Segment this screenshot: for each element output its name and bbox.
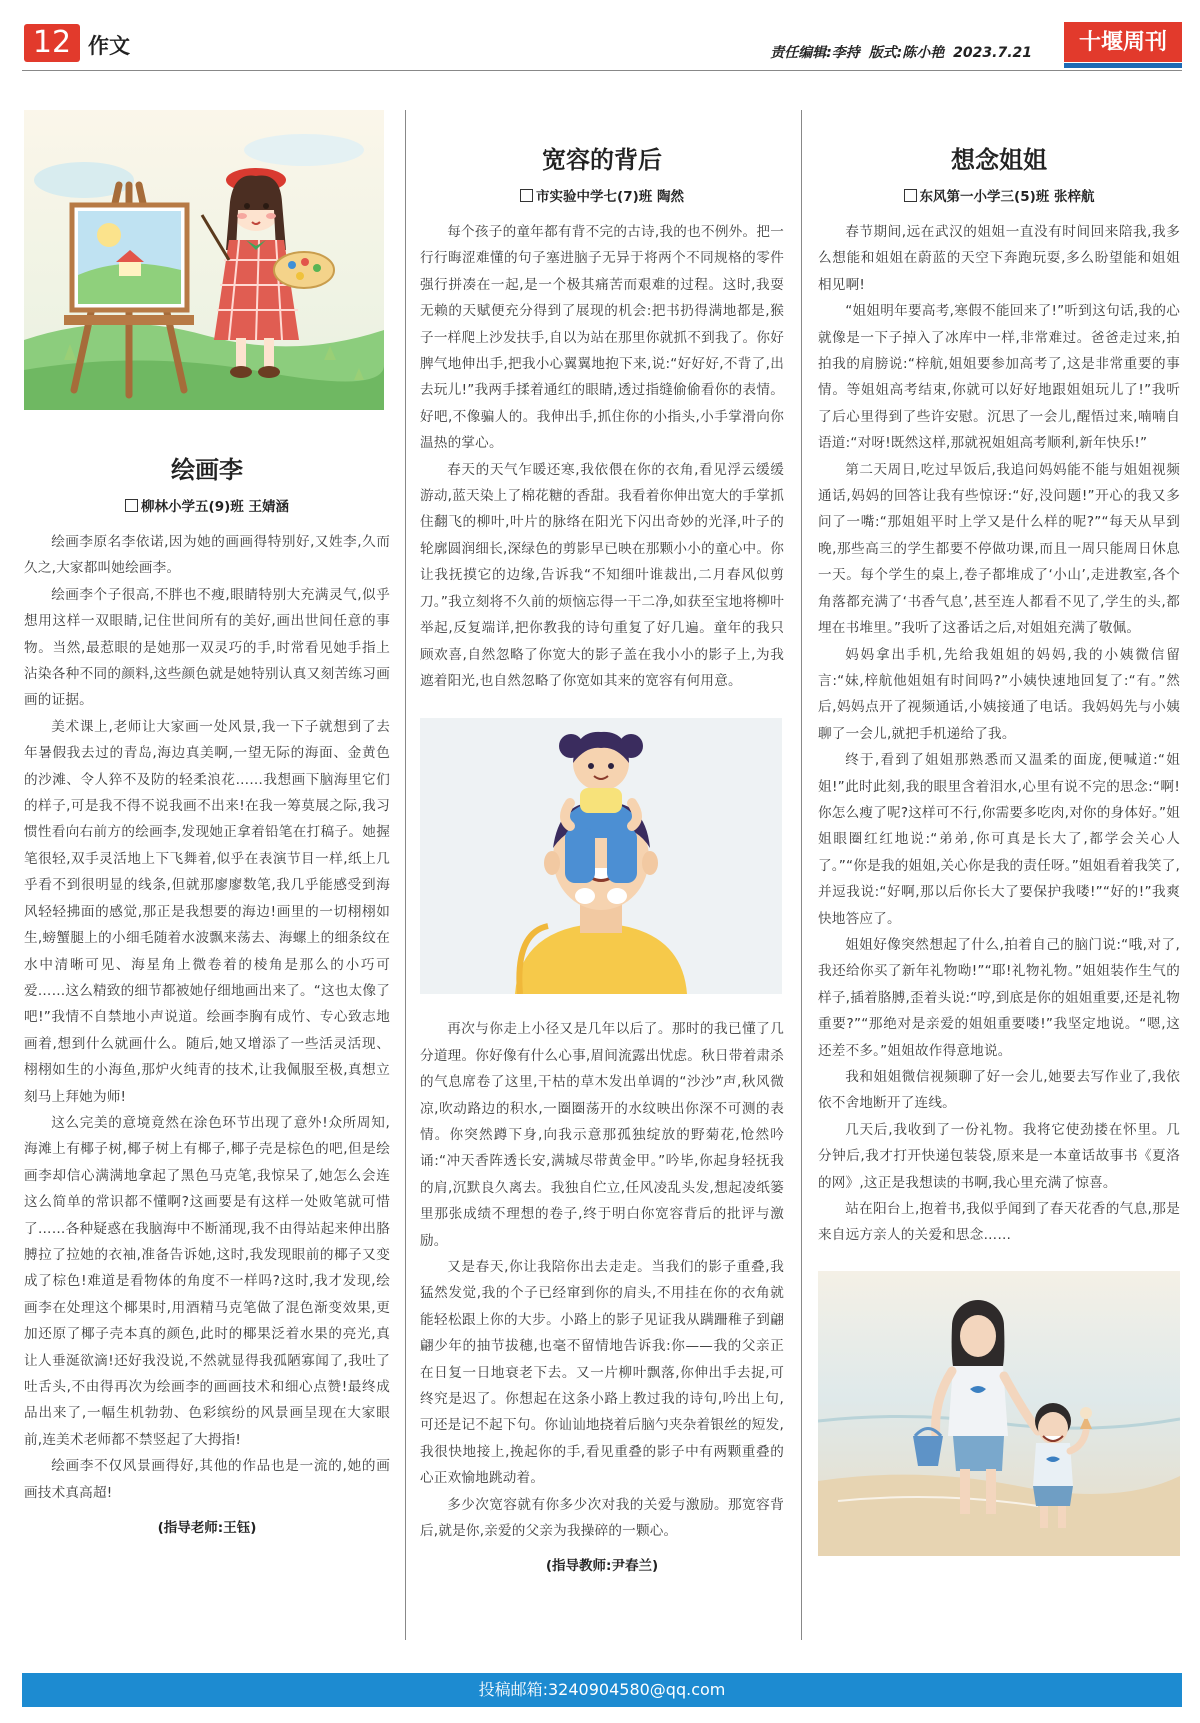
article-paragraph: 姐姐好像突然想起了什么,拍着自己的脑门说:“哦,对了,我还给你买了新年礼物呦!”“耶!礼物礼物。”姐姐装作生气的样子,插着胳膊,歪着头说:“哼,到底是你的姐姐重要,还是礼物重要?”“那绝对是亲爱的姐姐重要喽!”我坚定地说。“嗯,这还差不多。”姐姐故作得意地说。 xyxy=(818,936,1180,1059)
article-paragraph: 又是春天,你让我陪你出去走走。当我们的影子重叠,我猛然发觉,我的个子已经窜到你的肩头,不用挂在你的衣角就能轻松跟上你的大步。小路上的影子见证我从蹒跚稚子到翩翩少年的抽节拔穗,也毫不留情地告诉我:你——我的父亲正在日复一日地衰老下去。又一片柳叶飘落,你伸出手去捉,可终究是迟了。你想起在这条小路上教过我的诗句,吟出上句,可还是记不起下句。你讪讪地挠着后脑勺夹杂着银丝的短发,我很快地接上,挽起你的手,看见重叠的影子中有两颗重叠的心正欢愉地跳动着。 xyxy=(420,1258,784,1487)
article-paragraph: 再次与你走上小径又是几年以后了。那时的我已懂了几分道理。你好像有什么心事,眉间流露出忧虑。秋日带着肃杀的气息席卷了这里,干枯的草木发出单调的“沙沙”声,秋风微凉,吹动路边的积水,一圈圈荡开的水纹映出你深不可测的表情。你突然蹲下身,向我示意那孤独绽放的野菊花,怆然吟诵:“冲天香阵透长安,满城尽带黄金甲。”吟毕,你起身轻抚我的肩,沉默良久离去。我独自伫立,任风凌乱头发,想起凌纸篓里那张成绩不理想的卷子,终于明白你宽容背后的批评与激励。 xyxy=(420,1021,784,1249)
article-missing-sister xyxy=(818,110,1180,1556)
article-paragraph: 第二天周日,吃过早饭后,我追问妈妈能不能与姐姐视频通话,妈妈的回答让我有些惊讶:“好,没问题!”开心的我又多问了一嘴:“那姐姐平时上学又是什么样的呢?”“每天从早到晚,那些高三的学生都要不停做功课,而且一周只能周日休息一天。每个学生的桌上,卷子都堆成了‘小山’,走进教室,各个角落都充满了‘书香气息’,甚至连人都看不见了,学生的头,都埋在书堆里。”我听了这番话之后,对姐姐充满了敬佩。 xyxy=(818,461,1180,637)
article-paragraph: 绘画李原名李依诺,因为她的画画得特别好,又姓李,久而久之,大家都叫她绘画李。 xyxy=(24,534,390,577)
article-paragraph: 妈妈拿出手机,先给我姐姐的妈妈,我的小姨微信留言:“妹,梓航他姐姐有时间吗?”小姨快速地回复了:“有。”然后,妈妈点开了视频通话,小姨接通了电话。我妈妈先与小姨聊了一会儿,就把手机递给了我。 xyxy=(818,646,1180,742)
article-paragraph: 春天的天气乍暖还寒,我依偎在你的衣角,看见浮云缓缓游动,蓝天染上了棉花糖的香甜。我看着你伸出宽大的手掌抓住翻飞的柳叶,叶片的脉络在阳光下闪出奇妙的光泽,叶子的轮廓圆润细长,深绿色的剪影早已映在那颗小小的童心中。你让我抚摸它的边缘,告诉我“不知细叶谁裁出,二月春风似剪刀。”我立刻将不久前的烦恼忘得一干二净,如获至宝地将柳叶举起,反复端详,把你教我的诗句重复了好几遍。童年的我只顾欢喜,自然忽略了你宽大的影子盖在我小小的影子上,为我遮着阳光,也自然忽略了你宽如其来的宽容有何用意。 xyxy=(420,461,784,689)
article-paragraph: 这么完美的意境竟然在涂色环节出现了意外!众所周知,海滩上有椰子树,椰子树上有椰子,椰子壳是棕色的吧,但是绘画李却信心满满地拿起了黑色马克笔,我惊呆了,她怎么会连这么简单的常识都不懂啊?这画要是有这样一处败笔就可惜了……各种疑惑在我脑海中不断涌现,我不由得站起来伸出胳膊拉了拉她的衣袖,准备告诉她,这时,我发现眼前的椰子又变成了棕色!难道是看物体的角度不一样吗?这时,我才发现,绘画李在处理这个椰果时,用酒精马克笔做了混色渐变效果,更加还原了椰子壳本真的颜色,此时的椰果泛着水果的亮光,真让人垂涎欲滴!还好我没说,不然就显得我孤陋寡闻了,我吐了吐舌头,不由得再次为绘画李的画画技术和细心点赞!最终成品出来了,一幅生机勃勃、色彩缤纷的风景画呈现在大家眼前,连美术老师都不禁竖起了大拇指! xyxy=(24,1114,390,1448)
article-paragraph: 春节期间,远在武汉的姐姐一直没有时间回来陪我,我多么想能和姐姐在蔚蓝的天空下奔跑玩耍,多么盼望能和姐姐相见啊! xyxy=(818,224,1180,293)
article-advisor: (指导教师:尹春兰) xyxy=(545,1558,659,1575)
page-header xyxy=(22,22,1182,67)
article-byline: 东风第一小学三(5)班 张梓航 xyxy=(818,185,1180,205)
section-name: 作文 xyxy=(88,34,130,58)
article-byline: 市实验中学七(7)班 陶然 xyxy=(420,185,784,205)
father-child-illustration xyxy=(420,718,782,994)
article-paragraph: 终于,看到了姐姐那熟悉而又温柔的面庞,便喊道:“姐姐!”此时此刻,我的眼里含着泪水,心里有说不完的思念:“啊!你怎么瘦了呢?这样可不行,你需要多吃肉,对你的身体好。”姐姐眼圈红红地说:“弟弟,你可真是长大了,都学会关心人了。”“你是我的姐姐,关心你是我的责任呀。”姐姐看着我笑了,并逗我说:“好啊,那以后你长大了要保护我喽!”“好的!”我爽快地答应了。 xyxy=(818,752,1181,927)
article-paragraph: 每个孩子的童年都有背不完的古诗,我的也不例外。把一行行晦涩难懂的句子塞进脑子无异于将两个不同规格的零件强行拼凑在一起,是一个极其痛苦而艰难的过程。这时,我耍无赖的天赋便充分得到了展现的机会:把书扔得满地都是,猴子一样爬上沙发扶手,自以为站在那里你就抓不到我了。你好脾气地伸出手,把我小心翼翼地抱下来,说:“好好好,不背了,出去玩儿!”我两手揉着通红的眼睛,透过指缝偷偷看你的表情。好吧,不像骗人的。我伸出手,抓住你的小指头,小手掌滑向你温热的掌心。 xyxy=(420,224,784,452)
submission-footer: 投稿邮箱:3240904580@qq.com xyxy=(22,1673,1182,1707)
issue-date: 2023.7.21 xyxy=(953,45,1032,61)
siblings-beach-illustration xyxy=(818,1271,1180,1556)
brand-logo: 十堰周刊 xyxy=(1064,22,1182,62)
painter-girl-illustration xyxy=(24,110,384,410)
article-byline: 柳林小学五(9)班 王婧涵 xyxy=(24,495,390,515)
layout-name: 版式:陈小艳 xyxy=(868,45,945,61)
article-painter-li xyxy=(24,110,390,1536)
column-divider xyxy=(801,110,802,1640)
article-paragraph: 站在阳台上,抱着书,我似乎闻到了春天花香的气息,那是来自远方亲人的关爱和思念…… xyxy=(818,1201,1180,1244)
article-paragraph: 我和姐姐微信视频聊了好一会儿,她要去写作业了,我依依不舍地断开了连线。 xyxy=(818,1069,1180,1112)
editor-name: 责任编辑:李持 xyxy=(770,45,860,61)
editor-info xyxy=(766,42,1032,62)
column-divider xyxy=(405,110,406,1640)
article-behind-tolerance xyxy=(420,110,784,1574)
article-title: 绘画李 xyxy=(171,455,243,484)
article-paragraph: 绘画李不仅风景画得好,其他的作品也是一流的,她的画画技术真高超! xyxy=(24,1458,390,1501)
article-paragraph: 美术课上,老师让大家画一处风景,我一下子就想到了去年暑假我去过的青岛,海边真美啊,一望无际的海面、金黄色的沙滩、令人猝不及防的轻柔浪花……我想画下脑海里它们的样子,可是我不得不说我画不出来!在我一筹莫展之际,我习惯性看向右前方的绘画李,发现她正拿着铅笔在打稿子。她握笔很轻,双手灵活地上下飞舞着,似乎在表演节目一样,纸上几乎看不到很明显的线条,但就那廖廖数笔,我几乎能感受到海风轻轻拂面的感觉,那正是我想要的海边!画里的一切栩栩如生,螃蟹腿上的小细毛随着水波飘来荡去、海螺上的细条纹在水中清晰可见、海星角上微卷着的棱角是那么的小巧可爱……这么精致的细节都被她仔细地画出来了。“这也太像了吧!”我情不自禁地小声说道。绘画李胸有成竹、专心致志地画着,想到什么就画什么。随后,她又增添了一些活灵活现、栩栩如生的小海鱼,那炉火纯青的技术,让我佩服至极,真想立刻马上拜她为师! xyxy=(24,718,390,1105)
article-advisor: (指导老师:王钰) xyxy=(157,1520,257,1537)
article-title: 想念姐姐 xyxy=(951,145,1047,174)
article-paragraph: 几天后,我收到了一份礼物。我将它使劲搂在怀里。几分钟后,我才打开快递包装袋,原来是一本童话故事书《夏洛的网》,这正是我想读的书啊,我心里充满了惊喜。 xyxy=(818,1121,1180,1191)
article-title: 宽容的背后 xyxy=(542,145,662,174)
article-paragraph: 多少次宽容就有你多少次对我的关爱与激励。那宽容背后,就是你,亲爱的父亲为我操碎的一颗心。 xyxy=(420,1496,784,1540)
page-number: 12 xyxy=(24,24,80,62)
article-paragraph: “姐姐明年要高考,寒假不能回来了!”听到这句话,我的心就像是一下子掉入了冰库中一样,非常难过。爸爸走过来,拍拍我的肩膀说:“梓航,姐姐要参加高考了,这是非常重要的事情。等姐姐高考结束,你就可以好好地跟姐姐玩儿了!”我听了后心里得到了些许安慰。沉思了一会儿,醒悟过来,喃喃自语道:“对呀!既然这样,那就祝姐姐高考顺利,新年快乐!” xyxy=(818,303,1180,452)
article-paragraph: 绘画李个子很高,不胖也不瘦,眼睛特别大充满灵气,似乎想用这样一双眼睛,记住世间所有的美好,画出世间任意的事物。当然,最惹眼的是她那一双灵巧的手,时常看见她手指上沾染各种不同的颜料,这些颜色就是她特别认真又刻苦练习画画的证据。 xyxy=(24,586,390,709)
header-divider xyxy=(22,70,1182,71)
